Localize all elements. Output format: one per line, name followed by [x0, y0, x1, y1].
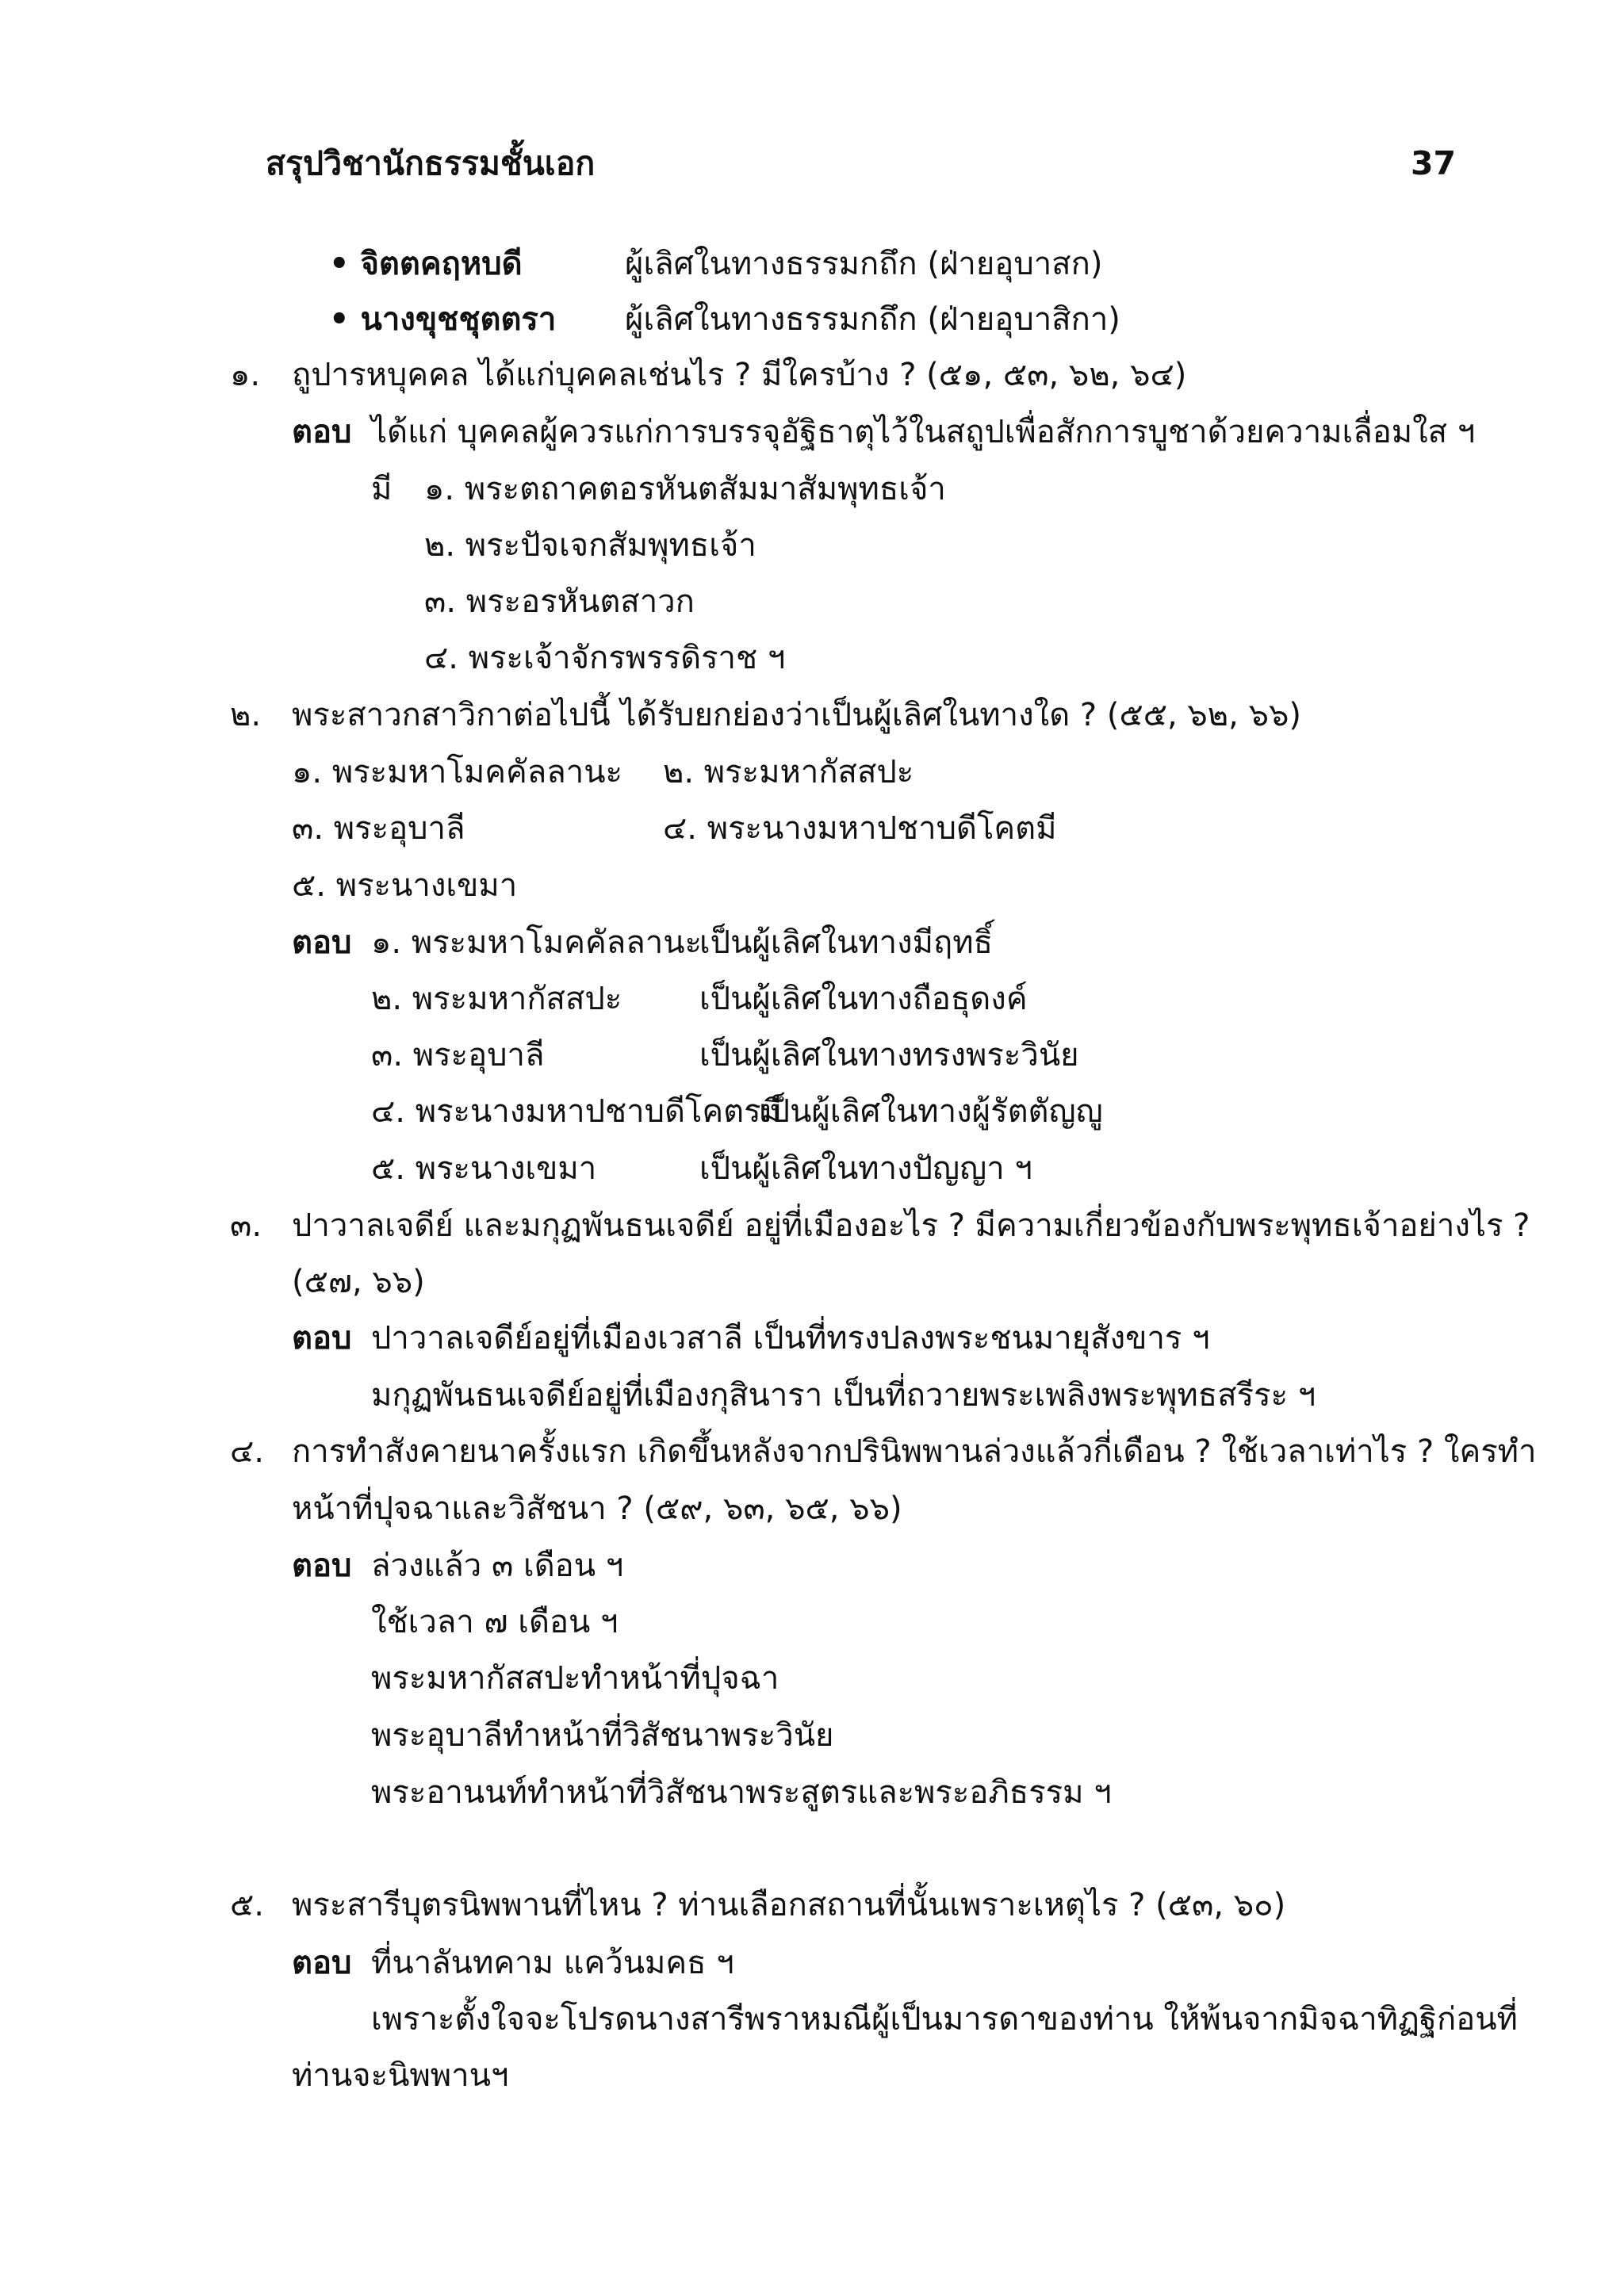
list-item: ๓. พระอรหันตสาวก: [424, 584, 695, 620]
question-text: หน้าที่ปุจฉาและวิสัชนา ? (๕๙, ๖๓, ๖๕, ๖๖): [292, 1490, 902, 1527]
answer-text: พระมหากัสสปะทำหน้าที่ปุจฉา: [371, 1660, 779, 1697]
bullet-name: • จิตตคฤหบดี: [329, 246, 523, 282]
answer-text: ที่นาลันทคาม แคว้นมคธ ฯ: [371, 1945, 734, 1981]
question-text: ถูปารหบุคคล ได้แก่บุคคลเช่นไร ? มีใครบ้าง ? (๕๑, ๕๓, ๖๒, ๖๔): [292, 357, 1187, 393]
answer-desc: เป็นผู้เลิศในทางผู้รัตตัญญู: [759, 1093, 1103, 1130]
answer-text: ได้แก่ บุคคลผู้ควรแก่การบรรจุอัฐิธาตุไว้ในสถูปเพื่อสักการบูชาด้วยความเลื่อมใส ฯ: [371, 414, 1476, 450]
option-item: ๑. พระมหาโมคคัลลานะ: [292, 754, 623, 790]
option-item: ๔. พระนางมหาปชาบดีโคตมี: [663, 810, 1057, 847]
bullet-desc: ผู้เลิศในทางธรรมกถึก (ฝ่ายอุบาสิกา): [625, 301, 1120, 338]
question-number: ๑.: [230, 357, 261, 393]
question-number: ๔.: [230, 1433, 264, 1470]
option-item: ๕. พระนางเขมา: [292, 867, 518, 904]
option-item: ๒. พระมหากัสสปะ: [663, 754, 914, 790]
answer-name: ๑. พระมหาโมคคัลลานะ: [371, 924, 703, 961]
question-text: การทำสังคายนาครั้งแรก เกิดขึ้นหลังจากปรินิพพานล่วงแล้วกี่เดือน ? ใช้เวลาเท่าไร ? ใครทำ: [292, 1433, 1537, 1470]
answer-desc: เป็นผู้เลิศในทางปัญญา ฯ: [699, 1150, 1032, 1187]
question-number: ๕.: [230, 1887, 264, 1923]
answer-name: ๓. พระอุบาลี: [371, 1037, 545, 1073]
question-number: ๒.: [230, 697, 262, 733]
answer-name: ๔. พระนางมหาปชาบดีโคตรมี: [371, 1093, 783, 1130]
bullet-name: • นางขุชชุตตรา: [329, 301, 557, 338]
answer-desc: เป็นผู้เลิศในทางถือธุดงค์: [699, 981, 1028, 1017]
answer-text: มกุฏพันธนเจดีย์อยู่ที่เมืองกุสินารา เป็นที่ถวายพระเพลิงพระพุทธสรีระ ฯ: [371, 1377, 1316, 1414]
answer-text: เพราะตั้งใจจะโปรดนางสารีพราหมณีผู้เป็นมารดาของท่าน ให้พ้นจากมิจฉาทิฏฐิก่อนที่: [371, 2001, 1518, 2038]
question-text: พระสารีบุตรนิพพานที่ไหน ? ท่านเลือกสถานที่นั้นเพราะเหตุไร ? (๕๓, ๖๐): [292, 1887, 1286, 1923]
page-number: 37: [1411, 144, 1457, 182]
question-text: พระสาวกสาวิกาต่อไปนี้ ได้รับยกย่องว่าเป็นผู้เลิศในทางใด ? (๕๕, ๖๒, ๖๖): [292, 697, 1301, 733]
answer-text: ปาวาลเจดีย์อยู่ที่เมืองเวสาลี เป็นที่ทรงปลงพระชนมายุสังขาร ฯ: [371, 1320, 1210, 1357]
answer-label: ตอบ: [292, 924, 352, 961]
list-item: ๒. พระปัจเจกสัมพุทธเจ้า: [424, 527, 756, 564]
answer-text: ใช้เวลา ๗ เดือน ฯ: [371, 1604, 619, 1640]
bullet-desc: ผู้เลิศในทางธรรมกถึก (ฝ่ายอุบาสก): [625, 246, 1103, 282]
page-header-title: สรุปวิชานักธรรมชั้นเอก: [266, 144, 596, 182]
question-number: ๓.: [230, 1207, 262, 1244]
answer-label: ตอบ: [292, 1320, 352, 1357]
answer-label: ตอบ: [292, 414, 352, 450]
answer-desc: เป็นผู้เลิศในทางทรงพระวินัย: [699, 1037, 1079, 1073]
answer-text: พระอุบาลีทำหน้าที่วิสัชนาพระวินัย: [371, 1717, 834, 1754]
answer-text: ท่านจะนิพพานฯ: [292, 2057, 509, 2094]
list-item: ๔. พระเจ้าจักรพรรดิราช ฯ: [424, 640, 786, 676]
question-text: ปาวาลเจดีย์ และมกุฏพันธนเจดีย์ อยู่ที่เมืองอะไร ? มีความเกี่ยวข้องกับพระพุทธเจ้าอย่างไร ?: [292, 1207, 1530, 1244]
answer-label: ตอบ: [292, 1548, 352, 1584]
answer-text: พระอานนท์ทำหน้าที่วิสัชนาพระสูตรและพระอภิธรรม ฯ: [371, 1774, 1112, 1811]
answer-name: ๕. พระนางเขมา: [371, 1150, 597, 1187]
option-item: ๓. พระอุบาลี: [292, 810, 465, 847]
answer-desc: เป็นผู้เลิศในทางมีฤทธิ์: [699, 924, 994, 961]
question-text: (๕๗, ๖๖): [292, 1264, 425, 1300]
answer-name: ๒. พระมหากัสสปะ: [371, 981, 622, 1017]
answer-text: มี: [371, 471, 393, 507]
answer-label: ตอบ: [292, 1945, 352, 1981]
list-item: ๑. พระตถาคตอรหันตสัมมาสัมพุทธเจ้า: [424, 471, 946, 507]
answer-text: ล่วงแล้ว ๓ เดือน ฯ: [371, 1548, 624, 1584]
